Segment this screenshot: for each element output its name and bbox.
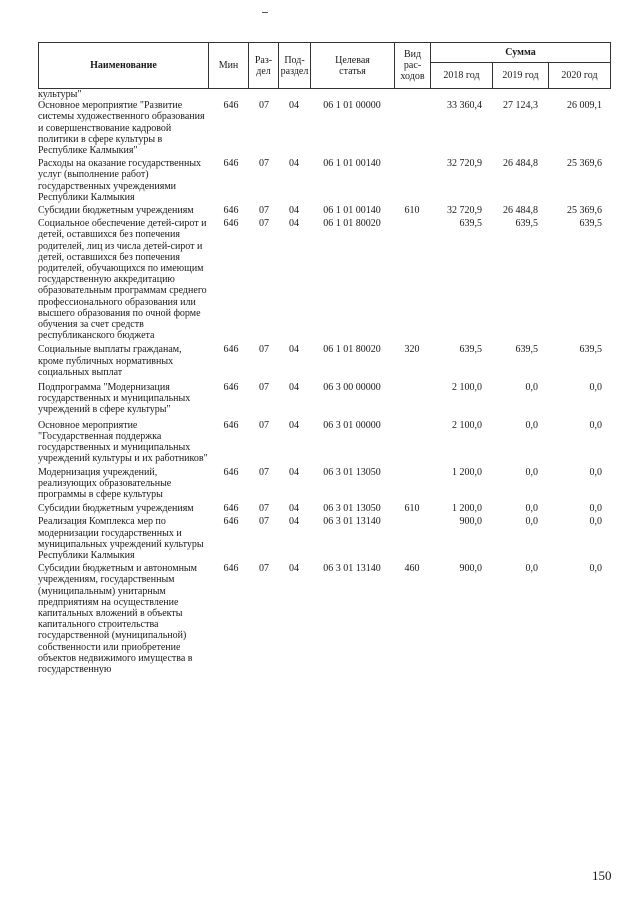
cell-raz: 07 [259,516,269,528]
cell-raz: 07 [259,419,269,431]
cell-vid: 610 [404,205,420,217]
table-row [38,158,610,203]
cell-vid [394,467,430,501]
cell-pod: 04 [289,563,299,575]
cell-raz: 07 [259,503,269,515]
cell-s20: 0,0 [589,466,602,478]
cell-min: 646 [223,344,239,356]
cell-pod: 04 [289,382,299,394]
cell-raz [248,89,278,100]
cell-s18: 32 720,9 [447,158,482,170]
cell-min: 646 [223,503,239,515]
cell-s19: 0,0 [525,563,538,575]
header-min: Мин [209,43,249,89]
cell-s19: 0,0 [525,516,538,528]
cell-vid [394,100,430,156]
cell-pod: 04 [289,158,299,170]
header-vid [395,43,431,89]
cell-ts: 06 1 01 00000 [323,100,381,112]
table-row [38,516,610,561]
cell-raz: 07 [259,100,269,112]
cell-s20: 0,0 [589,516,602,528]
cell-s20: 0,0 [589,563,602,575]
cell-name: Основное мероприятие "Развитие системы художественного образования и совершенствование кадровой политики в сфере культуры в Республике Калмыкия" [38,100,205,157]
cell-min: 646 [223,205,239,217]
cell-raz: 07 [259,218,269,230]
cell-s18 [430,89,492,100]
header-sum: Сумма [431,43,611,63]
cell-name: Подпрограмма "Модернизация государственных и муниципальных учреждений в сфере культуры" [38,382,191,416]
cell-s18: 900,0 [459,516,482,528]
cell-vid [394,516,430,561]
cell-min: 646 [223,419,239,431]
cell-s19: 26 484,8 [503,158,538,170]
table-row [38,205,610,216]
cell-s18: 1 200,0 [452,466,482,478]
header-target [311,43,395,89]
cell-min: 646 [223,218,239,230]
cell-s18: 1 200,0 [452,503,482,515]
table-row [38,420,610,465]
cell-s18: 33 360,4 [447,100,482,112]
cell-s19: 0,0 [525,466,538,478]
table-row [38,218,610,341]
cell-min: 646 [223,100,239,112]
cell-ts: 06 3 01 13050 [323,466,381,478]
cell-s18: 2 100,0 [452,382,482,394]
header-podrazdel-text: Под- раздел [280,54,309,77]
header-razdel-text: Раз- дел [254,54,273,77]
cell-s19: 639,5 [515,344,538,356]
cell-s18: 900,0 [459,563,482,575]
cell-s19: 27 124,3 [503,100,538,112]
cell-s20: 639,5 [579,218,602,230]
table-row [38,503,610,514]
cell-name: Субсидии бюджетным учреждениям [38,205,194,217]
cell-vid [394,158,430,203]
cell-vid: 610 [404,503,420,515]
cell-vid [394,89,430,100]
cell-raz: 07 [259,563,269,575]
cell-name: Расходы на оказание государственных услуг (выполнение работ) государственных учреждениями Республики Калмыкия [38,158,202,203]
budget-table [38,42,610,675]
table-body [38,89,610,675]
cell-raz: 07 [259,158,269,170]
cell-vid: 320 [404,344,420,356]
cell-s19: 639,5 [515,218,538,230]
cell-name: культуры" [38,89,82,100]
cell-s20 [548,89,610,100]
cell-pod: 04 [289,205,299,217]
cell-name: Субсидии бюджетным учреждениям [38,503,194,515]
table-row [38,344,610,378]
cell-raz: 07 [259,382,269,394]
header-razdel [249,43,279,89]
cell-s19: 0,0 [525,382,538,394]
cell-min [208,89,248,100]
cell-min: 646 [223,158,239,170]
cell-vid [394,218,430,341]
cell-pod: 04 [289,419,299,431]
cell-ts: 06 1 01 00140 [323,205,381,217]
cell-vid [394,382,430,416]
cell-pod: 04 [289,503,299,515]
cell-ts: 06 3 01 13140 [323,516,381,528]
cell-pod [278,89,310,100]
cell-name: Основное мероприятие "Государственная поддержка государственных и муниципальных учреждений культуры и их работников" [38,419,208,465]
cell-s20: 26 009,1 [567,100,602,112]
cell-name: Социальные выплаты гражданам, кроме публичных нормативных социальных выплат [38,344,182,378]
cell-raz: 07 [259,344,269,356]
cell-pod: 04 [289,100,299,112]
cell-pod: 04 [289,344,299,356]
cell-s20: 639,5 [579,344,602,356]
table-row [38,382,610,416]
cell-pod: 04 [289,218,299,230]
cell-s18: 32 720,9 [447,205,482,217]
cell-s20: 0,0 [589,503,602,515]
header-2019: 2019 год [493,63,549,89]
header-2018: 2018 год [431,63,493,89]
cell-ts: 06 1 01 80020 [323,218,381,230]
cell-ts [310,89,394,100]
cell-s19: 26 484,8 [503,205,538,217]
table-row [38,467,610,501]
cell-pod: 04 [289,466,299,478]
cell-s18: 639,5 [459,218,482,230]
cell-pod: 04 [289,516,299,528]
cell-ts: 06 1 01 00140 [323,158,381,170]
cell-s19: 0,0 [525,503,538,515]
header-target-text: Целевая статья [335,54,370,77]
cell-s19: 0,0 [525,419,538,431]
cell-min: 646 [223,563,239,575]
cell-ts: 06 3 01 00000 [323,419,381,431]
cell-raz: 07 [259,466,269,478]
table-row [38,563,610,675]
cell-name: Модернизация учреждений, реализующих образовательные программы в сфере культуры [38,466,172,500]
table-row [38,100,610,156]
cell-min: 646 [223,516,239,528]
cell-min: 646 [223,382,239,394]
table-row [38,89,610,100]
cell-vid: 460 [404,563,420,575]
cell-ts: 06 3 01 13050 [323,503,381,515]
cell-s20: 25 369,6 [567,205,602,217]
header-name: Наименование [39,43,209,89]
cell-ts: 06 1 01 80020 [323,344,381,356]
cell-ts: 06 3 00 00000 [323,382,381,394]
cell-name: Реализация Комплекса мер по модернизации государственных и муниципальных учреждений культуры Республики Калмыкия [38,516,204,561]
header-2020: 2020 год [549,63,611,89]
cell-s20: 25 369,6 [567,158,602,170]
cell-s20: 0,0 [589,382,602,394]
cell-s18: 2 100,0 [452,419,482,431]
cell-name: Субсидии бюджетным и автономным учреждениям, государственным (муниципальным) унитарным предприятиям на осуществление капитальных вложений в объекты капитального строительства государственной (муниципальной) собственности или приобретение объектов недвижимого имущества в государственную [38,563,197,675]
cell-s20: 0,0 [589,419,602,431]
page-number: 150 [592,868,612,883]
cell-s19 [492,89,548,100]
header-podrazdel [279,43,311,89]
top-mark [262,12,268,13]
cell-s18: 639,5 [459,344,482,356]
cell-vid [394,420,430,465]
cell-raz: 07 [259,205,269,217]
table-header [38,42,611,89]
header-vid-text: Вид рас- ходов [400,49,425,82]
cell-ts: 06 3 01 13140 [323,563,381,575]
cell-min: 646 [223,466,239,478]
cell-name: Социальное обеспечение детей-сирот и детей, оставшихся без попечения родителей, лиц из числа детей-сирот и детей, оставшихся без попечения родителей, обучающихся по имеющим государственную аккредитацию образовательным программам среднего профессионального образования или высшего образования по очной форме обучения за счет средств республиканского бюджета [38,218,207,342]
